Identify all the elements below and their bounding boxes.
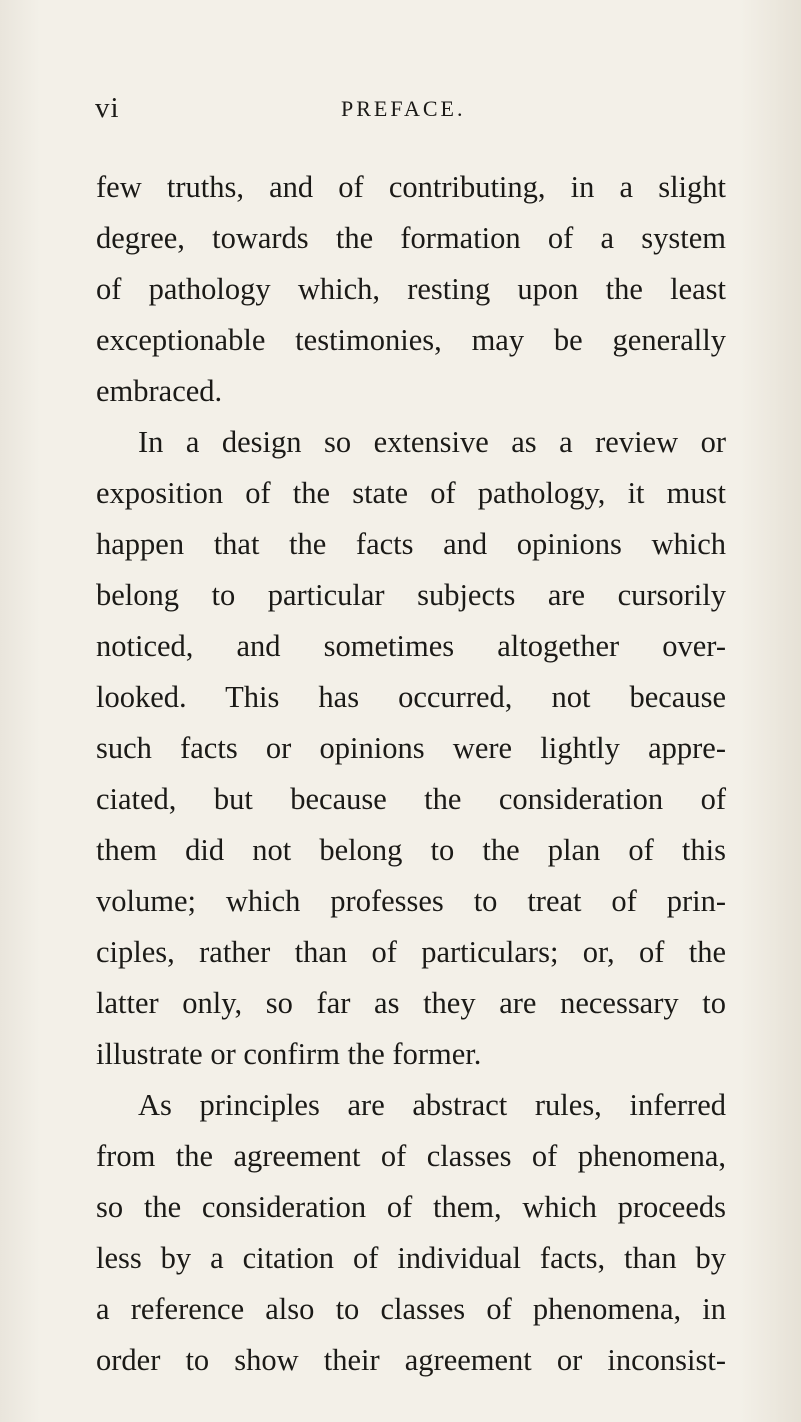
text-line: ciples, rather than of particulars; or, of the [96,935,726,969]
text-line: such facts or opinions were lightly appre- [96,731,726,765]
text-line: In a design so extensive as a review or [138,425,726,459]
text-line: happen that the facts and opinions which [96,527,726,561]
text-line: a reference also to classes of phenomena, in [96,1292,726,1326]
text-line: them did not belong to the plan of this [96,833,726,867]
text-line: noticed, and sometimes altogether over- [96,629,726,663]
text-line: ciated, but because the consideration of [96,782,726,816]
text-line: order to show their agreement or inconsist- [96,1343,726,1377]
text-line: exposition of the state of pathology, it must [96,476,726,510]
text-line: less by a citation of individual facts, than by [96,1241,726,1275]
text-line: exceptionable testimonies, may be generally [96,323,726,357]
text-line: so the consideration of them, which proceeds [96,1190,726,1224]
text-line: embraced. [96,374,223,408]
text-line: As principles are abstract rules, inferred [138,1088,726,1122]
running-head: PREFACE. [341,96,466,121]
text-line: latter only, so far as they are necessary to [96,986,726,1020]
text-line: volume; which professes to treat of prin- [96,884,726,918]
text-line: illustrate or confirm the former. [96,1037,482,1071]
text-line: belong to particular subjects are cursorily [96,578,726,612]
text-line: looked. This has occurred, not because [96,680,726,714]
text-line: few truths, and of contributing, in a slight [96,170,726,204]
text-line: from the agreement of classes of phenomena, [96,1139,726,1173]
page-number: vi [95,92,120,124]
text-line: of pathology which, resting upon the least [96,272,726,306]
page-header [95,92,710,128]
text-line: degree, towards the formation of a system [96,221,726,255]
body-text [96,162,726,1386]
